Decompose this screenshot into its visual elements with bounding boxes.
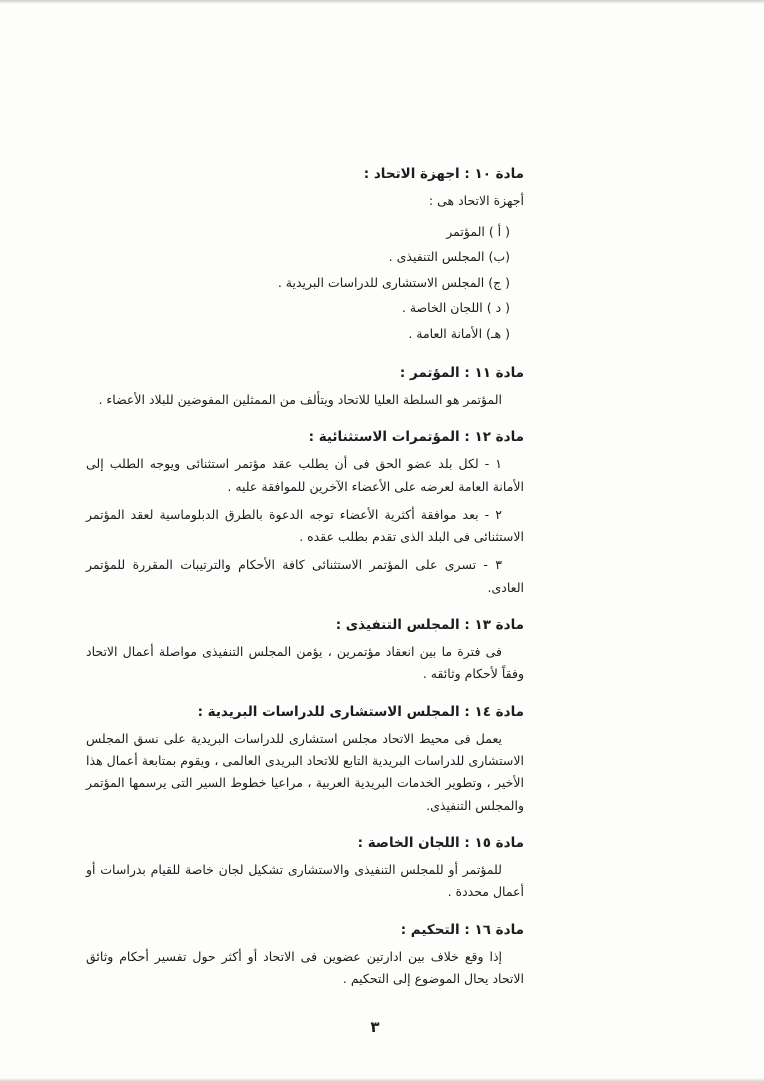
list-item-congress: ( أ ) المؤتمر [446,223,510,239]
article-13-paragraph: فى فترة ما بين انعقاد مؤتمرين ، يؤمن المجلس التنفيذى مواصلة أعمال الاتحاد وفقاً لأحكام وثائقه . [86,644,524,682]
page-number: ٣ [370,1018,380,1036]
article-16-heading: مادة ١٦ : التحكيم : [400,921,524,938]
article-11-paragraph: المؤتمر هو السلطة العليا للاتحاد ويتألف من الممثلين المفوضين للبلاد الأعضاء . [98,391,502,407]
article-10-intro: أجهزة الاتحاد هى : [428,193,524,209]
article-15-heading: مادة ١٥ : اللجان الخاصة : [357,834,524,851]
article-12-paragraph-1: ١ - لكل بلد عضو الحق فى أن يطلب عقد مؤتمر استثنائى ويوجه الطلب إلى الأمانة العامة لعرضه على الأعضاء الآخرين للموافقة عليه . [86,456,524,494]
article-12-paragraph-3: ٣ - تسرى على المؤتمر الاستثنائى كافة الأحكام والترتيبات المقررة للمؤتمر العادى. [86,557,524,595]
article-11-section [86,363,524,412]
article-16-section [86,920,524,991]
article-11-heading: مادة ١١ : المؤتمر : [399,364,524,381]
article-12-heading: مادة ١٢ : المؤتمرات الاستثنائية : [308,429,524,446]
scan-edge-bottom [0,1078,764,1082]
article-16-paragraph: إذا وقع خلاف بين ادارتين عضوين فى الاتحاد أو أكثر حول تفسير أحكام وثائق الاتحاد يحال الموضوع إلى التحكيم . [86,948,524,987]
article-12-paragraph-2: ٢ - بعد موافقة أكثرية الأعضاء توجه الدعوة بالطرق الدبلوماسية لعقد المؤتمر الاستثنائى فى البلد الذى تقدم بطلب عقده . [86,506,524,545]
document-content [86,148,524,996]
scan-edge-top [0,0,764,4]
article-10-section [86,164,524,347]
article-14-heading: مادة ١٤ : المجلس الاستشارى للدراسات البريدية : [197,703,524,720]
list-item-general-secretariat: ( هـ) الأمانة العامة . [408,326,510,341]
article-14-paragraph: يعمل فى محيط الاتحاد مجلس استشارى للدراسات البريدية على نسق المجلس الاستشارى للدراسات البريدية التابع للاتحاد البريدى العالمى ، ويقوم بمتابعة أعمال هذا الأخير ، وتطوير الخدمات البريدية العربية ، مراعيا خطوط السير التى يرسمها المؤتمر والمجلس التنفيذى. [86,730,524,813]
article-15-paragraph: للمؤتمر أو للمجلس التنفيذى والاستشارى تشكيل لجان خاصة للقيام بدراسات أو أعمال محددة . [86,862,524,900]
union-organs-list [86,219,524,347]
article-13-heading: مادة ١٣ : المجلس التنفيذى : [335,616,524,633]
article-12-section [86,427,524,599]
list-item-executive-council: (ب) المجلس التنفيذى . [388,249,510,265]
list-item-consultative-council: ( ج) المجلس الاستشارى للدراسات البريدية . [277,274,510,290]
article-10-heading: مادة ١٠ : اجهزة الاتحاد : [363,166,524,182]
list-item-special-committees: ( د ) اللجان الخاصة . [401,300,510,316]
article-15-section [86,833,524,904]
article-14-section [86,702,524,817]
article-13-section [86,615,524,686]
